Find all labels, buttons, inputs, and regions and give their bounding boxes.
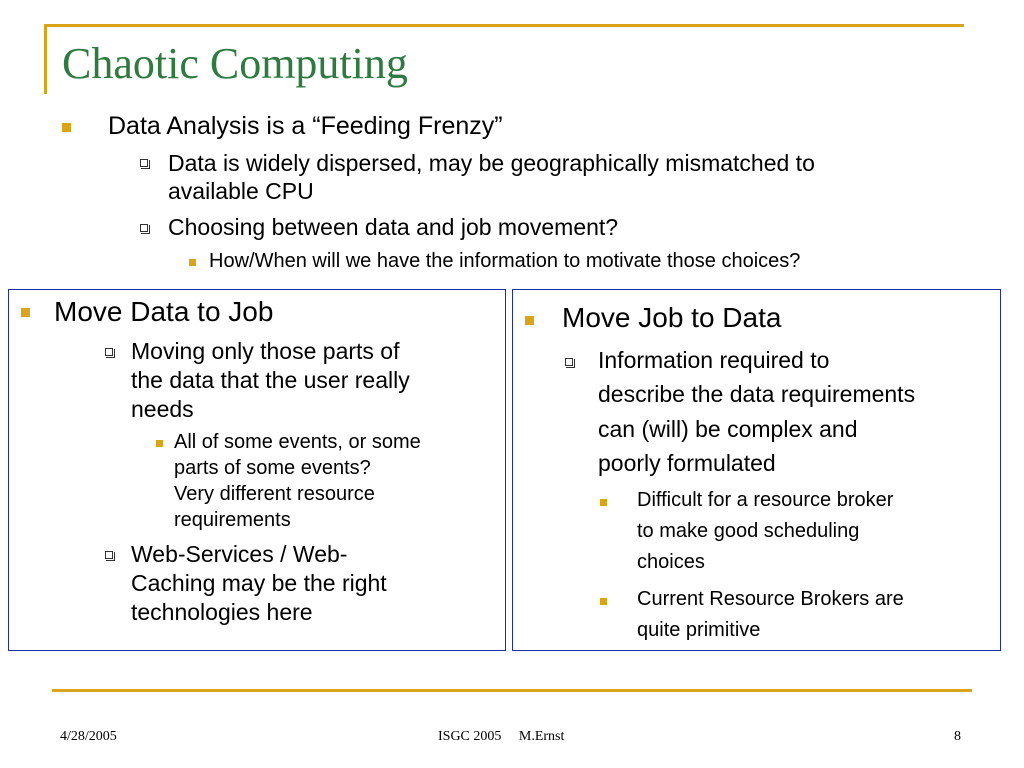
right-sub1-line1: Information required to [598, 347, 830, 373]
left-tertiary-line2: parts of some events? [174, 457, 371, 479]
right-sub1-line4: poorly formulated [598, 450, 776, 476]
left-sub2-line2: Caching may be the right [131, 570, 387, 596]
top-bullet-level2-line1: Data is widely dispersed, may be geographically mismatched to [168, 150, 815, 176]
right-sub1-line3: can (will) be complex and [598, 416, 858, 442]
top-bullet-level2-line2: available CPU [168, 178, 314, 204]
right-box-heading: Move Job to Data [562, 302, 782, 333]
left-sub1-line2: the data that the user really [131, 367, 410, 393]
square-bullet-icon [156, 440, 163, 447]
hollow-square-bullet-icon [105, 348, 113, 356]
left-tertiary-line1: All of some events, or some [174, 431, 421, 453]
footer-date: 4/28/2005 [60, 729, 117, 744]
left-sub1-line3: needs [131, 396, 194, 422]
title-frame-top-rule [44, 24, 964, 27]
left-tertiary-line4: requirements [174, 509, 291, 531]
right-tertiary1-line2: to make good scheduling [637, 520, 860, 542]
square-bullet-icon [525, 316, 534, 325]
hollow-square-bullet-icon [140, 159, 148, 167]
footer-rule [52, 689, 972, 692]
right-tertiary1-line3: choices [637, 551, 705, 573]
right-tertiary2-line2: quite primitive [637, 619, 761, 641]
right-tertiary1-line1: Difficult for a resource broker [637, 489, 894, 511]
hollow-square-bullet-icon [565, 358, 573, 366]
square-bullet-icon [62, 123, 71, 132]
top-bullet-level1: Data Analysis is a “Feeding Frenzy” [108, 112, 503, 140]
slide-title: Chaotic Computing [62, 39, 408, 88]
left-tertiary-line3: Very different resource [174, 483, 375, 505]
page-number: 8 [954, 729, 961, 744]
top-bullet-level2b: Choosing between data and job movement? [168, 214, 619, 240]
title-frame-left-rule [44, 24, 47, 94]
square-bullet-icon [600, 499, 607, 506]
right-tertiary2-line1: Current Resource Brokers are [637, 588, 904, 610]
square-bullet-icon [189, 259, 196, 266]
left-sub1-line1: Moving only those parts of [131, 338, 400, 364]
left-sub2-line3: technologies here [131, 599, 313, 625]
hollow-square-bullet-icon [105, 551, 113, 559]
top-bullet-level3: How/When will we have the information to motivate those choices? [209, 250, 801, 272]
right-sub1-line2: describe the data requirements [598, 381, 916, 407]
hollow-square-bullet-icon [140, 224, 148, 232]
square-bullet-icon [600, 598, 607, 605]
footer-center: ISGC 2005 M.Ernst [438, 729, 565, 744]
left-box-heading: Move Data to Job [54, 296, 274, 327]
square-bullet-icon [21, 308, 30, 317]
left-sub2-line1: Web-Services / Web- [131, 541, 348, 567]
